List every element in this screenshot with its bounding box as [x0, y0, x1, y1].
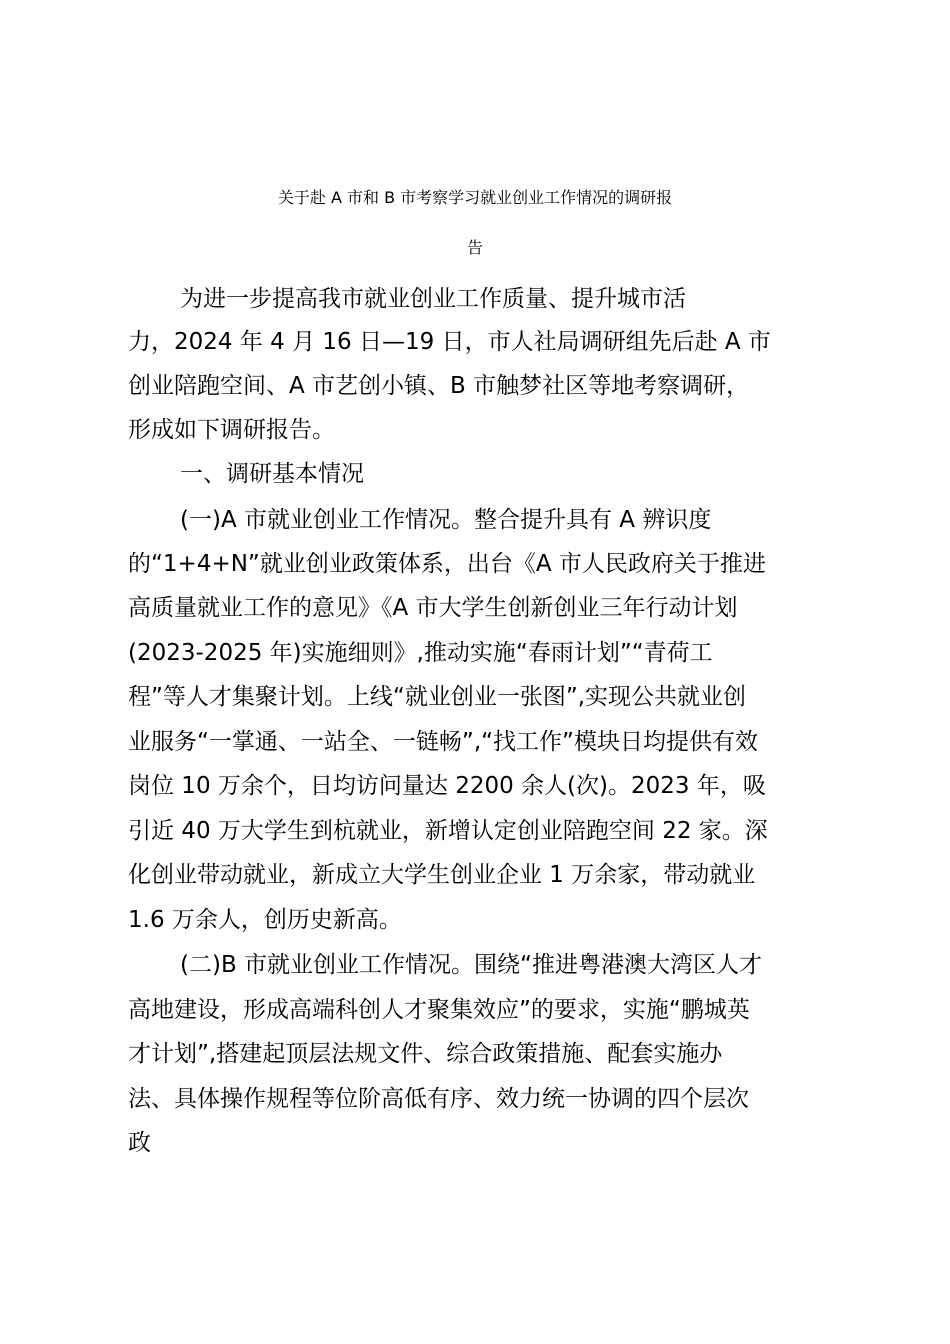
paragraph-line: 形成如下调研报告。 [128, 417, 335, 443]
paragraph-line: 法、具体操作规程等位阶高低有序、效力统一协调的四个层次 [128, 1086, 749, 1112]
paragraph-line: (2023-2025 年)实施细则》,推动实施“春雨计划”“青荷工 [128, 640, 713, 666]
paragraph-line: 1.6 万余人，创历史新高。 [128, 907, 402, 933]
paragraph-line: 创业陪跑空间、A 市艺创小镇、B 市触梦社区等地考察调研， [128, 373, 750, 399]
paragraph-line: 引近 40 万大学生到杭就业，新增认定创业陪跑空间 22 家。深 [128, 818, 768, 844]
paragraph-line: 程”等人才集聚计划。上线“就业创业一张图”,实现公共就业创 [128, 684, 747, 710]
paragraph-line: 才计划”,搭建起顶层法规文件、综合政策措施、配套实施办 [128, 1041, 723, 1067]
paragraph-line: 力，2024 年 4 月 16 日—19 日，市人社局调研组先后赴 A 市 [128, 329, 771, 355]
document-title-line-1: 关于赴 A 市和 B 市考察学习就业创业工作情况的调研报 [277, 188, 673, 207]
paragraph-line: 为进一步提高我市就业创业工作质量、提升城市活 [180, 286, 686, 312]
paragraph-line: (二)B 市就业创业工作情况。围绕“推进粤港澳大湾区人才 [180, 952, 762, 978]
document-title-line-2: 告 [466, 238, 483, 257]
paragraph-line: (一)A 市就业创业工作情况。整合提升具有 A 辨识度 [180, 507, 712, 533]
paragraph-line: 化创业带动就业，新成立大学生创业企业 1 万余家，带动就业 [128, 862, 756, 888]
paragraph-line: 高质量就业工作的意见》《A 市大学生创新创业三年行动计划 [128, 595, 738, 621]
paragraph-line: 高地建设，形成高端科创人才聚集效应”的要求，实施“鹏城英 [128, 997, 750, 1023]
paragraph-line: 的“1+4+N”就业创业政策体系，出台《A 市人民政府关于推进 [128, 551, 766, 577]
paragraph-line: 业服务“一掌通、一站全、一链畅”,“找工作”模块日均提供有效 [128, 729, 758, 755]
section-heading: 一、调研基本情况 [180, 461, 364, 487]
paragraph-line: 岗位 10 万余个，日均访问量达 2200 余人(次)。2023 年，吸 [128, 773, 766, 799]
paragraph-line: 政 [128, 1130, 151, 1156]
